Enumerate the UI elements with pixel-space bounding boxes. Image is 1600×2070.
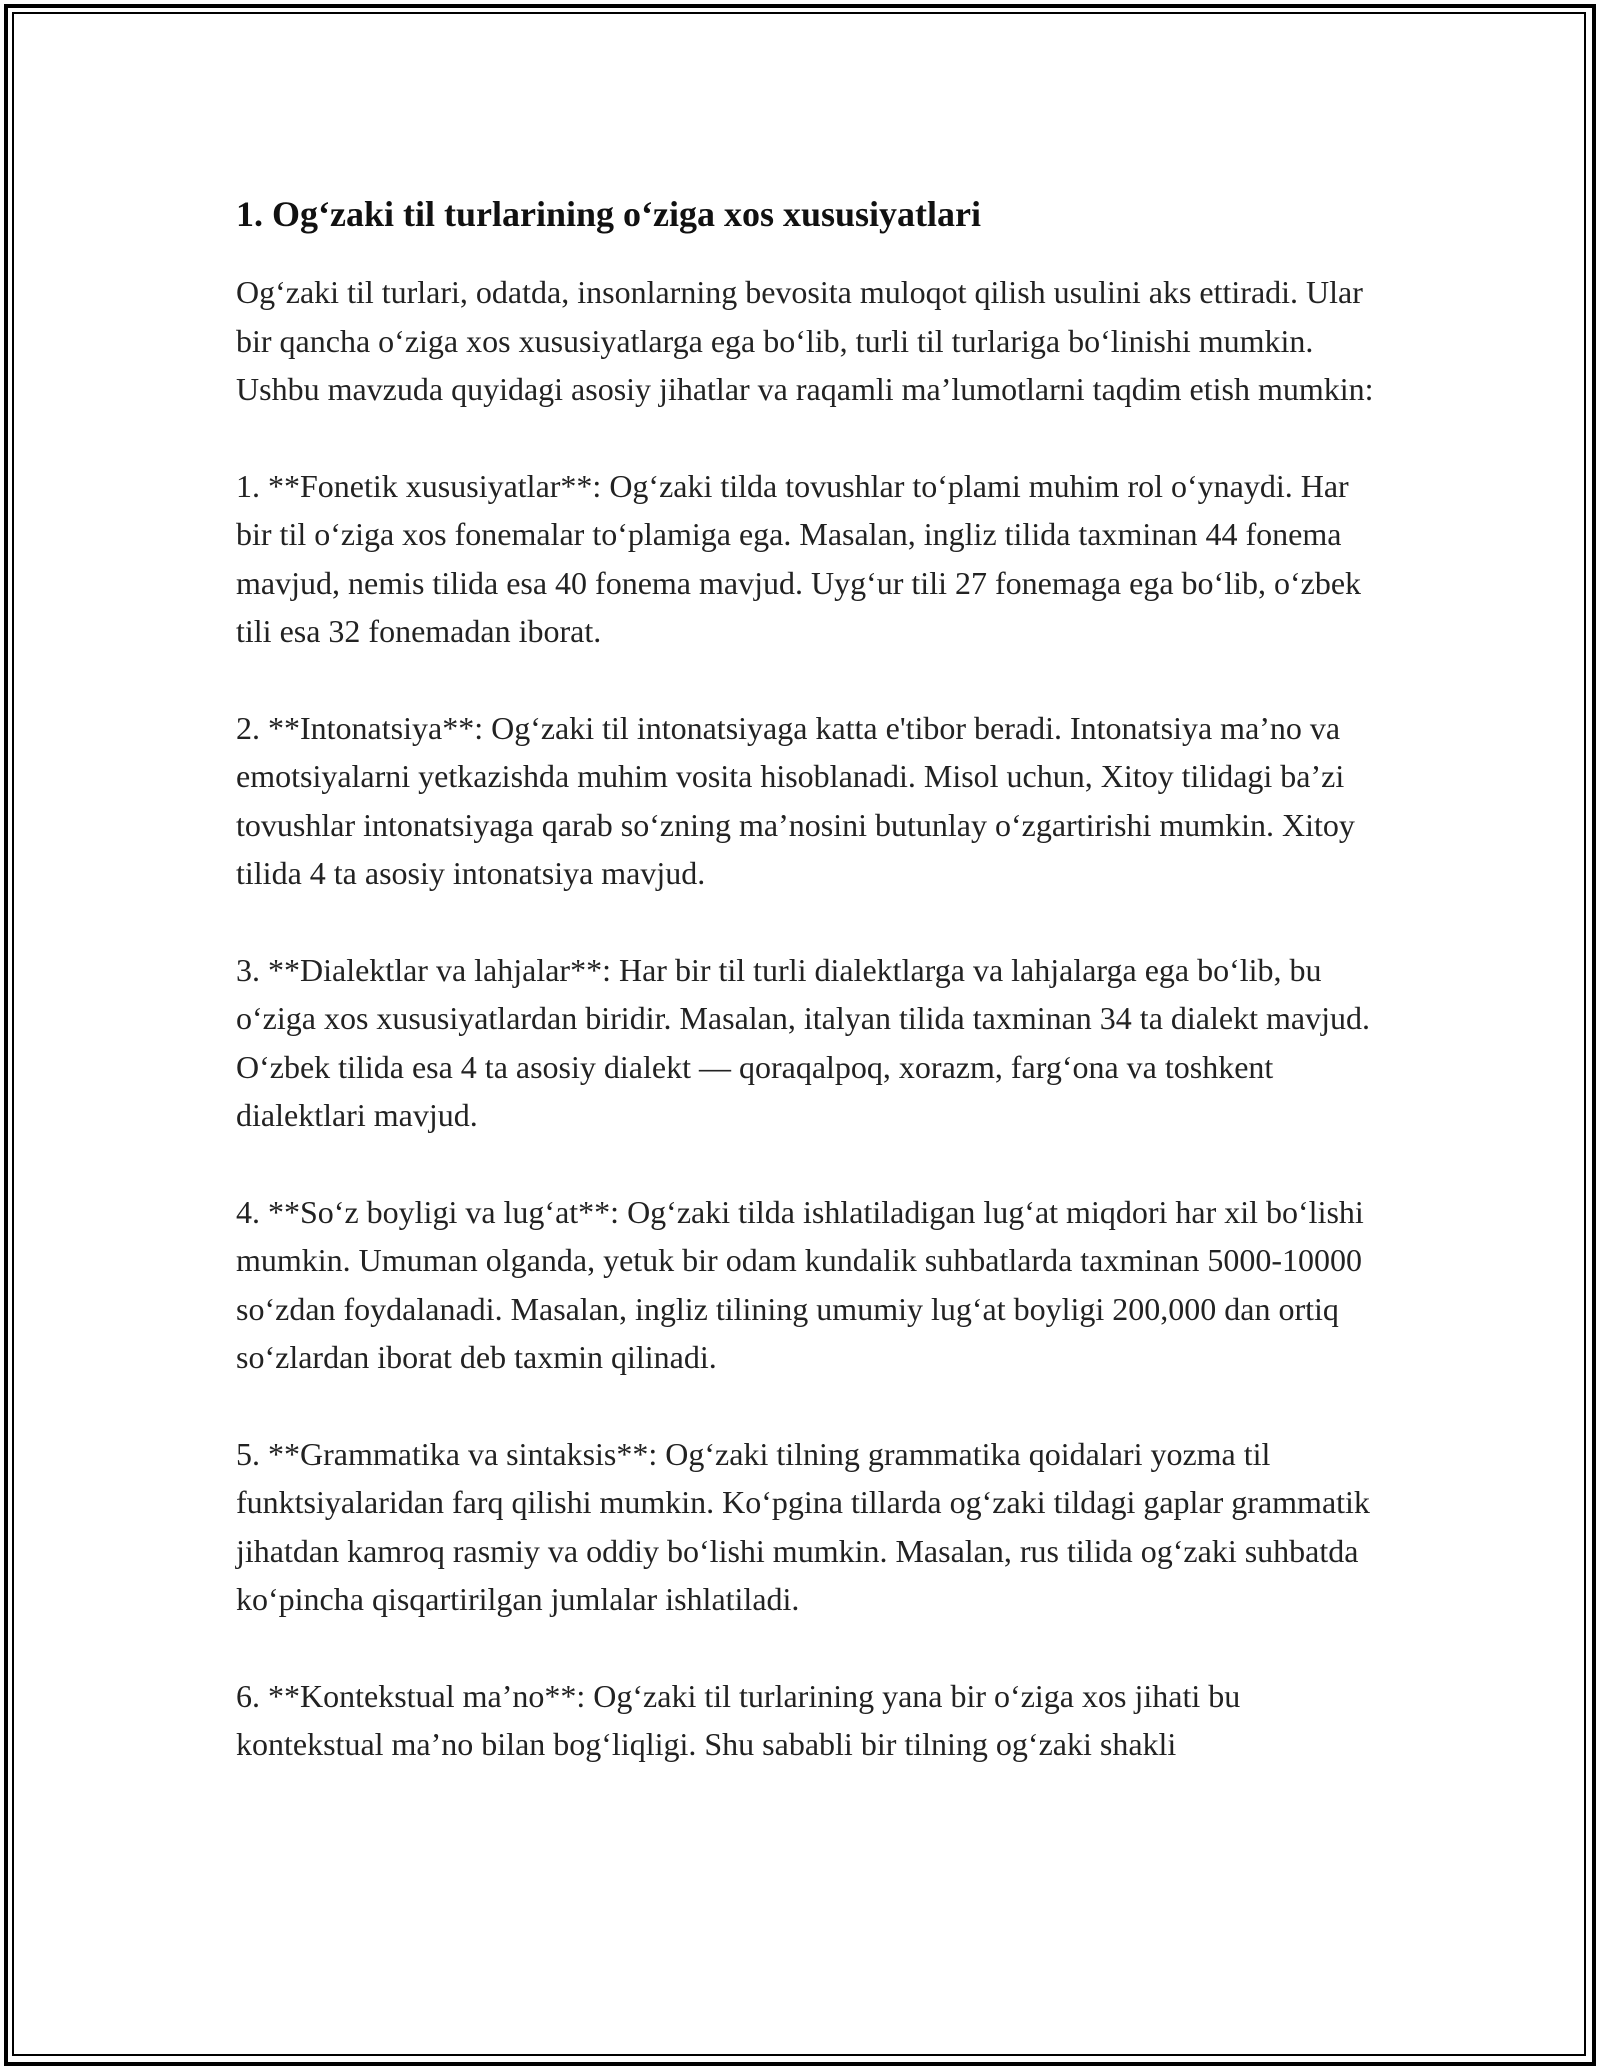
paragraph-soz-boyligi: 4. **So‘z boyligi va lug‘at**: Og‘zaki tilda ishlatiladigan lug‘at miqdori har xil bo‘lishi mumkin. Umuman olganda, yetuk bir odam kundalik suhbatlarda taxminan 5000-10000 so‘zdan foydalanadi. Masalan, ingliz tilining umumiy lug‘at boyligi 200,000 dan ortiq so‘zlardan iborat deb taxmin qilinadi.: [236, 1193, 1364, 1375]
document-body: [236, 188, 1376, 1769]
intro-paragraph: Og‘zaki til turlari, odatda, insonlarning bevosita muloqot qilish usulini aks ettiradi. Ular bir qancha o‘ziga xos xususiyatlarga ega bo‘lib, turli til turlariga bo‘linishi mumkin. Ushbu mavzuda quyidagi asosiy jihatlar va raqamli ma’lumotlarni taqdim etish mumkin:: [236, 274, 1374, 407]
section-heading: 1. Og‘zaki til turlarining o‘ziga xos xususiyatlari: [236, 194, 982, 234]
paragraph-grammatika: 5. **Grammatika va sintaksis**: Og‘zaki tilning grammatika qoidalari yozma til funktsiyalaridan farq qilishi mumkin. Ko‘pgina tillarda og‘zaki tildagi gaplar grammatik jihatdan kamroq rasmiy va oddiy bo‘lishi mumkin. Masalan, rus tilida og‘zaki suhbatda ko‘pincha qisqartirilgan jumlalar ishlatiladi.: [236, 1435, 1370, 1617]
paragraph-kontekstual: 6. **Kontekstual ma’no**: Og‘zaki til turlarining yana bir o‘ziga xos jihati bu kontekstual ma’no bilan bog‘liqligi. Shu sababli bir tilning og‘zaki shakli: [236, 1677, 1241, 1762]
paragraph-fonetik: 1. **Fonetik xususiyatlar**: Og‘zaki tilda tovushlar to‘plami muhim rol o‘ynaydi. Har bir til o‘ziga xos fonemalar to‘plamiga ega. Masalan, ingliz tilida taxminan 44 fonema mavjud, nemis tilida esa 40 fonema mavjud. Uyg‘ur tili 27 fonemaga ega bo‘lib, o‘zbek tili esa 32 fonemadan iborat.: [236, 467, 1362, 649]
paragraph-intonatsiya: 2. **Intonatsiya**: Og‘zaki til intonatsiyaga katta e'tibor beradi. Intonatsiya ma’no va emotsiyalarni yetkazishda muhim vosita hisoblanadi. Misol uchun, Xitoy tilidagi ba’zi tovushlar intonatsiyaga qarab so‘zning ma’nosini butunlay o‘zgartirishi mumkin. Xitoy tilida 4 ta asosiy intonatsiya mavjud.: [236, 709, 1355, 891]
paragraph-dialektlar: 3. **Dialektlar va lahjalar**: Har bir til turli dialektlarga va lahjalarga ega bo‘lib, bu o‘ziga xos xususiyatlardan biridir. Masalan, italyan tilida taxminan 34 ta dialekt mavjud. O‘zbek tilida esa 4 ta asosiy dialekt — qoraqalpoq, xorazm, farg‘ona va toshkent dialektlari mavjud.: [236, 951, 1370, 1133]
